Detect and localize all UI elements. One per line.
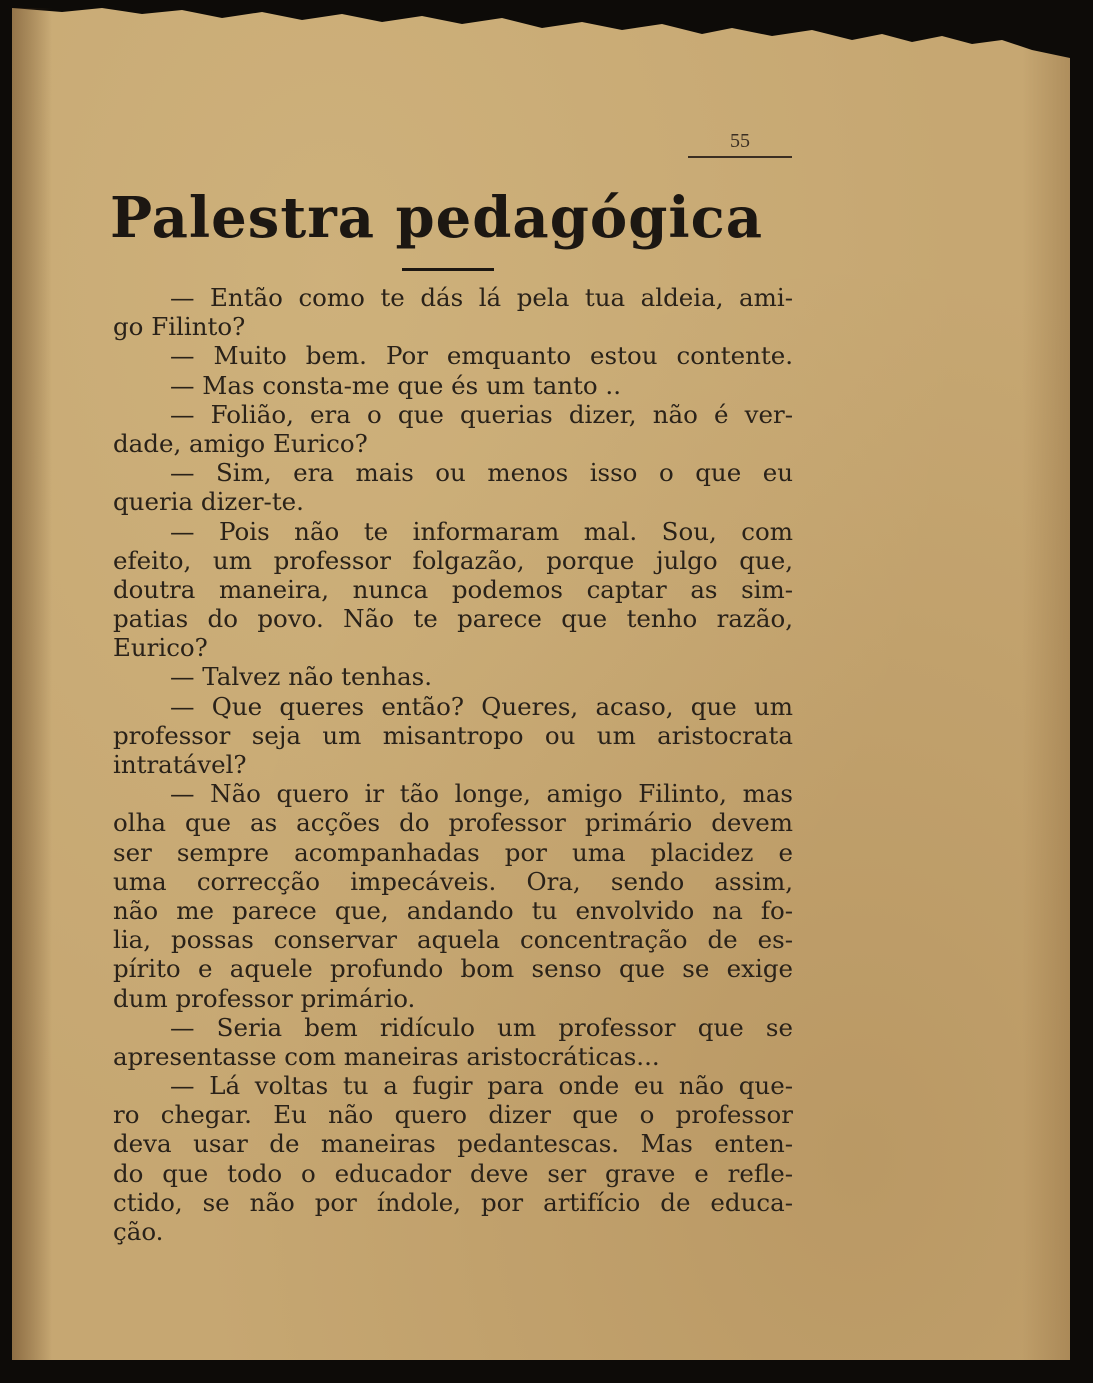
text-line: lia, possas conservar aquela concentração de es- (113, 925, 793, 955)
text-line: intratável? (113, 750, 247, 779)
page-number: 55 (730, 130, 750, 152)
text-line: ctido, se não por índole, por artifício de educa- (113, 1187, 793, 1217)
text-line: efeito, um professor folgazão, porque julgo que, (113, 545, 793, 575)
page-spine-shadow (12, 8, 52, 1360)
text-line: dum professor primário. (113, 983, 416, 1013)
page-title: Palestra pedagógica (110, 185, 764, 251)
text-line: dade, amigo Eurico? (113, 428, 368, 458)
text-line: apresentasse com maneiras aristocráticas... (113, 1041, 660, 1071)
text-line: — Seria bem ridículo um professor que se (170, 1012, 793, 1042)
text-line: pírito e aquele profundo bom senso que se exige (113, 954, 793, 984)
text-line: doutra maneira, nunca podemos captar as sim- (113, 574, 793, 604)
text-line: — Muito bem. Por emquanto estou contente. (170, 341, 793, 371)
text-line: uma correcção impecáveis. Ora, sendo assim, (113, 866, 793, 896)
text-line: go Filinto? (113, 312, 246, 342)
title-rule (402, 268, 494, 271)
text-line: deva usar de maneiras pedantescas. Mas enten- (113, 1129, 793, 1159)
text-line: ser sempre acompanhadas por uma placidez e (113, 837, 793, 867)
text-line: — Então como te dás lá pela tua aldeia, ami- (170, 283, 793, 312)
text-line: olha que as acções do professor primário devem (113, 808, 793, 838)
text-line: — Não quero ir tão longe, amigo Filinto, mas (170, 779, 793, 809)
text-line: — Lá voltas tu a fugir para onde eu não que- (170, 1071, 793, 1101)
page-number-rule (688, 156, 792, 158)
text-line: ro chegar. Eu não quero dizer que o professor (113, 1100, 793, 1130)
text-line: — Sim, era mais ou menos isso o que eu (170, 458, 793, 488)
text-line: professor seja um misantropo ou um aristocrata (113, 720, 793, 750)
text-line: queria dizer-te. (113, 487, 304, 517)
text-line: do que todo o educador deve ser grave e refle- (113, 1158, 793, 1188)
text-line: ção. (113, 1217, 164, 1246)
text-line: — Pois não te informaram mal. Sou, com (170, 516, 793, 546)
text-line: não me parece que, andando tu envolvido na fo- (113, 895, 793, 925)
text-line: — Talvez não tenhas. (170, 662, 432, 692)
text-line: patias do povo. Não te parece que tenho razão, (113, 604, 793, 634)
text-line: Eurico? (113, 633, 208, 663)
body-text (113, 283, 793, 1246)
text-line: — Mas consta-me que és um tanto .. (170, 370, 622, 400)
text-line: — Que queres então? Queres, acaso, que um (170, 691, 793, 721)
torn-top-edge (12, 0, 1070, 70)
text-line: — Folião, era o que querias dizer, não é ver- (170, 399, 793, 429)
